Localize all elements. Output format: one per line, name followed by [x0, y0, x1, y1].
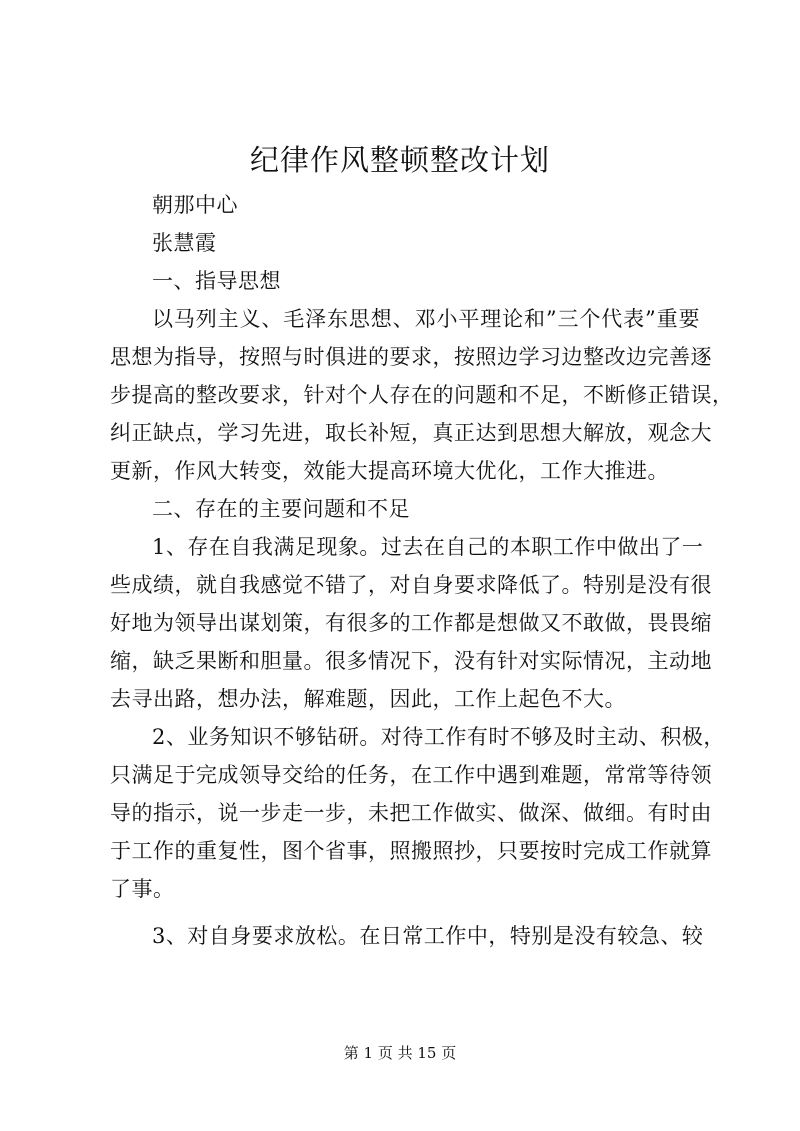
- paragraph-problem-1: [110, 528, 712, 718]
- paragraph-line: 缩，缺乏果断和胆量。很多情况下，没有针对实际情况，主动地: [110, 649, 712, 673]
- section-heading-problems: 二、存在的主要问题和不足: [152, 497, 410, 521]
- paragraph-line: 纠正缺点，学习先进，取长补短，真正达到思想大解放，观念大: [110, 421, 712, 445]
- author-line: 张慧霞: [152, 231, 217, 255]
- document-body: [110, 186, 734, 955]
- paragraph-line: 思想为指导，按照与时俱进的要求，按照边学习边整改边完善逐: [110, 345, 712, 369]
- paragraph-line: 更新，作风大转变，效能大提高环境大优化，工作大推进。: [110, 459, 669, 483]
- section-heading-guiding-thought: 一、指导思想: [152, 269, 281, 293]
- paragraph-line: 以马列主义、毛泽东思想、邓小平理论和”三个代表”重要: [152, 307, 700, 331]
- document-title: 纪律作风整顿整改计划: [249, 143, 550, 177]
- paragraph-line: 只满足于完成领导交给的任务，在工作中遇到难题，常常等待领: [110, 763, 712, 787]
- paragraph-line: 3、对自身要求放松。在日常工作中，特别是没有较急、较: [152, 924, 704, 948]
- paragraph-line: 于工作的重复性，图个省事，照搬照抄，只要按时完成工作就算: [110, 839, 712, 863]
- paragraph-line: 步提高的整改要求，针对个人存在的问题和不足，不断修正错误，: [110, 383, 734, 407]
- paragraph-line: 2、业务知识不够钻研。对待工作有时不够及时主动、积极，: [152, 725, 725, 749]
- paragraph-line: 些成绩，就自我感觉不错了，对自身要求降低了。特别是没有很: [110, 573, 712, 597]
- paragraph-line: 了事。: [110, 877, 175, 901]
- paragraph-line: 导的指示，说一步走一步，未把工作做实、做深、做细。有时由: [110, 801, 712, 825]
- paragraph-problem-2: [110, 718, 725, 908]
- paragraph-line: 好地为领导出谋划策，有很多的工作都是想做又不敢做，畏畏缩: [110, 611, 712, 635]
- paragraph-spacer: [110, 908, 700, 917]
- paragraph-line: 1、存在自我满足现象。过去在自己的本职工作中做出了一: [152, 535, 704, 559]
- page-number-footer: 第 1 页 共 15 页: [343, 1044, 457, 1062]
- paragraph-line: 去寻出路，想办法，解难题，因此，工作上起色不大。: [110, 687, 626, 711]
- org-line: 朝那中心: [152, 193, 238, 217]
- paragraph-guiding-thought: [110, 300, 734, 490]
- paragraph-problem-3: [110, 917, 704, 955]
